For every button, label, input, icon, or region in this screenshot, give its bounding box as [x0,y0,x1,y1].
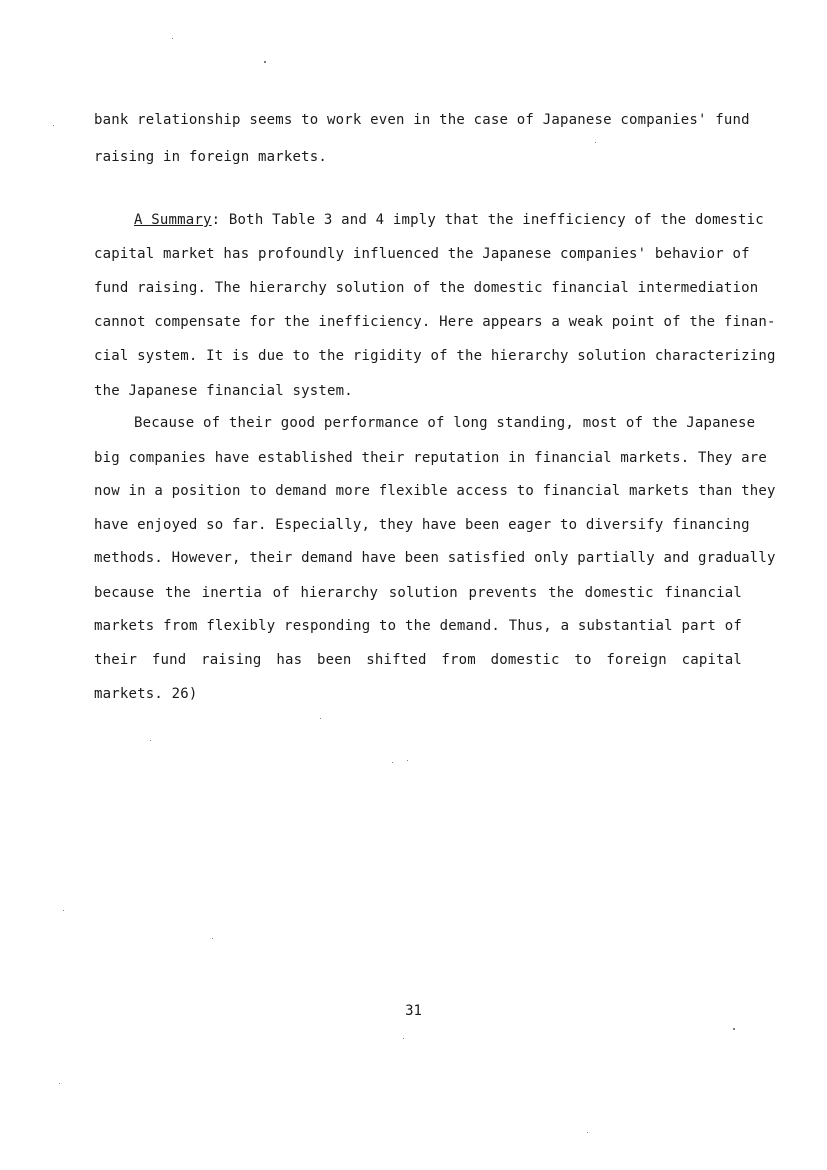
scan-speck [59,1083,60,1084]
scan-speck [264,61,266,63]
text-line: Because of their good performance of long standing, most of the Japanese [134,415,756,431]
section-heading: A Summary [134,212,212,228]
text-line: cial system. It is due to the rigidity of the hierarchy solution characterizing [94,348,776,364]
text-line: have enjoyed so far. Especially, they have been eager to diversify financing [94,517,750,533]
text-line: now in a position to demand more flexible access to financial markets than they [94,483,776,499]
scan-speck [172,38,173,39]
text-line: because the inertia of hierarchy solution prevents the domestic financial [94,585,742,601]
text-line: fund raising. The hierarchy solution of the domestic financial intermediation [94,280,759,296]
scan-speck [733,1028,735,1030]
text-line: cannot compensate for the inefficiency. Here appears a weak point of the finan- [94,314,776,330]
text-line: big companies have established their reputation in financial markets. They are [94,450,768,466]
scan-speck [403,1038,404,1039]
summary-first-line [134,211,764,229]
text-line: raising in foreign markets. [94,149,327,165]
scan-speck [150,740,151,741]
scan-speck [407,760,408,761]
text-line: bank relationship seems to work even in the case of Japanese companies' fund [94,112,750,128]
text-run: : Both Table 3 and 4 imply that the inefficiency of the domestic [211,212,764,228]
scan-speck [320,718,321,719]
scan-speck [53,125,54,126]
text-line: markets from flexibly responding to the demand. Thus, a substantial part of [94,618,742,634]
text-line: methods. However, their demand have been satisfied only partially and gradually [94,550,776,566]
text-line: markets. 26) [94,686,198,702]
page-number: 31 [405,1003,422,1019]
text-line: the Japanese financial system. [94,383,353,399]
scan-speck [63,910,64,911]
text-line: their fund raising has been shifted from domestic to foreign capital [94,652,742,668]
scan-speck [392,762,393,763]
scan-speck [587,1132,588,1133]
scan-speck [595,142,596,143]
text-line: capital market has profoundly influenced the Japanese companies' behavior of [94,246,750,262]
scan-speck [212,938,213,939]
